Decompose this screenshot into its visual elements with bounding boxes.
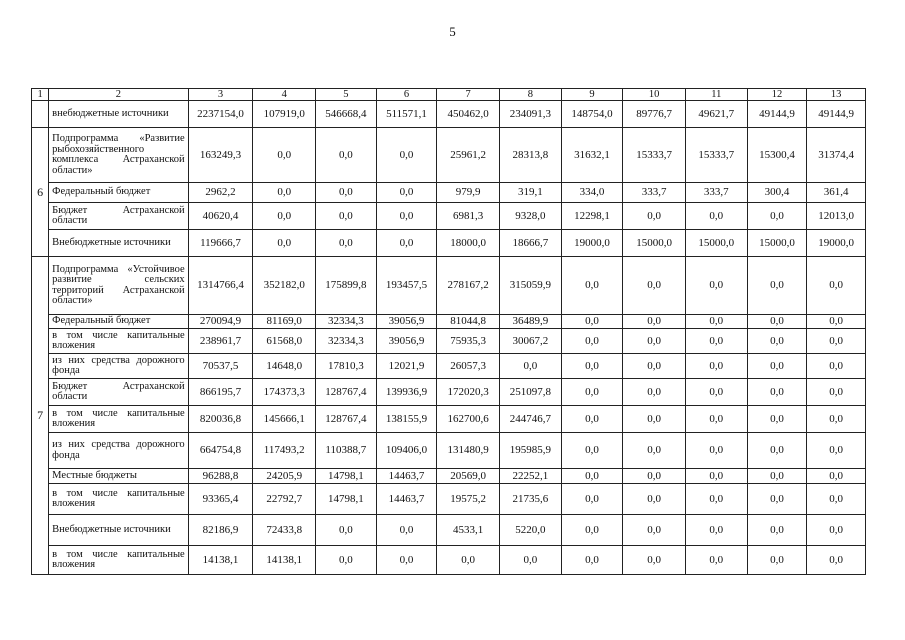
column-header: 5: [316, 89, 377, 101]
value-cell: 14648,0: [253, 354, 316, 379]
value-cell: 0,0: [623, 469, 686, 484]
value-cell: 0,0: [807, 546, 866, 575]
value-cell: 0,0: [747, 315, 807, 329]
value-cell: 61568,0: [253, 329, 316, 354]
value-cell: 15000,0: [747, 230, 807, 257]
row-label: Внебюджетные источники: [49, 515, 189, 546]
value-cell: 12021,9: [376, 354, 437, 379]
value-cell: 315059,9: [499, 257, 561, 315]
column-header: 11: [685, 89, 747, 101]
value-cell: 14463,7: [376, 469, 437, 484]
value-cell: 0,0: [376, 183, 437, 203]
value-cell: 278167,2: [437, 257, 500, 315]
value-cell: 0,0: [685, 379, 747, 406]
value-cell: 107919,0: [253, 101, 316, 128]
value-cell: 14138,1: [253, 546, 316, 575]
column-header: 8: [499, 89, 561, 101]
value-cell: 81169,0: [253, 315, 316, 329]
column-header: 4: [253, 89, 316, 101]
value-cell: 0,0: [807, 469, 866, 484]
value-cell: 0,0: [253, 230, 316, 257]
value-cell: 0,0: [561, 469, 623, 484]
value-cell: 244746,7: [499, 406, 561, 433]
value-cell: 234091,3: [499, 101, 561, 128]
value-cell: 0,0: [376, 230, 437, 257]
table-row: [32, 128, 866, 183]
value-cell: 40620,4: [188, 203, 253, 230]
row-group-number: 7: [32, 257, 49, 575]
value-cell: 21735,6: [499, 484, 561, 515]
row-group-number: [32, 101, 49, 128]
value-cell: 72433,8: [253, 515, 316, 546]
row-label: Бюджет Астраханской области: [49, 379, 189, 406]
row-label: Федеральный бюджет: [49, 183, 189, 203]
value-cell: 0,0: [561, 433, 623, 469]
value-cell: 174373,3: [253, 379, 316, 406]
value-cell: 15000,0: [623, 230, 686, 257]
value-cell: 31374,4: [807, 128, 866, 183]
value-cell: 0,0: [623, 515, 686, 546]
value-cell: 9328,0: [499, 203, 561, 230]
value-cell: 361,4: [807, 183, 866, 203]
value-cell: 22252,1: [499, 469, 561, 484]
value-cell: 0,0: [316, 230, 377, 257]
row-label: из них средства дорожного фонда: [49, 354, 189, 379]
value-cell: 0,0: [561, 484, 623, 515]
value-cell: 0,0: [561, 406, 623, 433]
column-header: 1: [32, 89, 49, 101]
value-cell: 0,0: [747, 406, 807, 433]
value-cell: 15000,0: [685, 230, 747, 257]
value-cell: 172020,3: [437, 379, 500, 406]
value-cell: 18000,0: [437, 230, 500, 257]
value-cell: 175899,8: [316, 257, 377, 315]
value-cell: 0,0: [316, 128, 377, 183]
value-cell: 270094,9: [188, 315, 253, 329]
value-cell: 0,0: [499, 354, 561, 379]
row-label: Подпрограмма «Устойчивое развитие сельских территорий Астраханской области»: [49, 257, 189, 315]
budget-table: [31, 88, 866, 575]
row-label: Внебюджетные источники: [49, 230, 189, 257]
value-cell: 4533,1: [437, 515, 500, 546]
column-header: 10: [623, 89, 686, 101]
value-cell: 511571,1: [376, 101, 437, 128]
table-row: [32, 515, 866, 546]
value-cell: 0,0: [685, 469, 747, 484]
value-cell: 0,0: [807, 257, 866, 315]
value-cell: 0,0: [807, 433, 866, 469]
value-cell: 0,0: [747, 379, 807, 406]
value-cell: 30067,2: [499, 329, 561, 354]
value-cell: 0,0: [623, 406, 686, 433]
value-cell: 28313,8: [499, 128, 561, 183]
value-cell: 0,0: [685, 515, 747, 546]
value-cell: 89776,7: [623, 101, 686, 128]
value-cell: 0,0: [623, 546, 686, 575]
row-label: Местные бюджеты: [49, 469, 189, 484]
value-cell: 15333,7: [685, 128, 747, 183]
value-cell: 0,0: [807, 329, 866, 354]
table-row: [32, 230, 866, 257]
value-cell: 0,0: [623, 379, 686, 406]
value-cell: 0,0: [807, 406, 866, 433]
value-cell: 0,0: [685, 484, 747, 515]
table-row: [32, 406, 866, 433]
value-cell: 49144,9: [807, 101, 866, 128]
column-header: 9: [561, 89, 623, 101]
value-cell: 0,0: [561, 354, 623, 379]
value-cell: 75935,3: [437, 329, 500, 354]
value-cell: 39056,9: [376, 315, 437, 329]
value-cell: 546668,4: [316, 101, 377, 128]
value-cell: 0,0: [623, 257, 686, 315]
table-row: [32, 183, 866, 203]
column-header: 2: [49, 89, 189, 101]
column-header: 7: [437, 89, 500, 101]
value-cell: 193457,5: [376, 257, 437, 315]
row-label: в том числе капитальные вложения: [49, 546, 189, 575]
value-cell: 128767,4: [316, 379, 377, 406]
value-cell: 2962,2: [188, 183, 253, 203]
value-cell: 31632,1: [561, 128, 623, 183]
value-cell: 0,0: [253, 128, 316, 183]
table-row: [32, 469, 866, 484]
value-cell: 0,0: [561, 515, 623, 546]
value-cell: 139936,9: [376, 379, 437, 406]
value-cell: 820036,8: [188, 406, 253, 433]
value-cell: 0,0: [316, 546, 377, 575]
value-cell: 0,0: [623, 354, 686, 379]
value-cell: 145666,1: [253, 406, 316, 433]
table-row: [32, 203, 866, 230]
row-label: внебюджетные источники: [49, 101, 189, 128]
value-cell: 0,0: [685, 203, 747, 230]
row-label: из них средства дорожного фонда: [49, 433, 189, 469]
column-header: 12: [747, 89, 807, 101]
value-cell: 195985,9: [499, 433, 561, 469]
row-label: Федеральный бюджет: [49, 315, 189, 329]
value-cell: 14138,1: [188, 546, 253, 575]
table-row: [32, 101, 866, 128]
value-cell: 1314766,4: [188, 257, 253, 315]
table-row: [32, 354, 866, 379]
value-cell: 110388,7: [316, 433, 377, 469]
column-header: 3: [188, 89, 253, 101]
value-cell: 17810,3: [316, 354, 377, 379]
value-cell: 109406,0: [376, 433, 437, 469]
table-row: [32, 257, 866, 315]
value-cell: 0,0: [376, 128, 437, 183]
value-cell: 450462,0: [437, 101, 500, 128]
value-cell: 0,0: [253, 203, 316, 230]
value-cell: 14798,1: [316, 484, 377, 515]
value-cell: 334,0: [561, 183, 623, 203]
value-cell: 15300,4: [747, 128, 807, 183]
value-cell: 131480,9: [437, 433, 500, 469]
value-cell: 96288,8: [188, 469, 253, 484]
value-cell: 25961,2: [437, 128, 500, 183]
value-cell: 0,0: [376, 203, 437, 230]
value-cell: 0,0: [747, 257, 807, 315]
value-cell: 0,0: [561, 257, 623, 315]
value-cell: 15333,7: [623, 128, 686, 183]
value-cell: 0,0: [316, 515, 377, 546]
value-cell: 0,0: [561, 379, 623, 406]
value-cell: 0,0: [747, 546, 807, 575]
value-cell: 0,0: [623, 484, 686, 515]
value-cell: 12298,1: [561, 203, 623, 230]
row-label: в том числе капитальные вложения: [49, 329, 189, 354]
value-cell: 0,0: [747, 203, 807, 230]
value-cell: 0,0: [376, 515, 437, 546]
value-cell: 333,7: [623, 183, 686, 203]
value-cell: 19575,2: [437, 484, 500, 515]
value-cell: 32334,3: [316, 315, 377, 329]
value-cell: 163249,3: [188, 128, 253, 183]
value-cell: 0,0: [685, 546, 747, 575]
value-cell: 866195,7: [188, 379, 253, 406]
value-cell: 19000,0: [561, 230, 623, 257]
table-row: [32, 315, 866, 329]
value-cell: 138155,9: [376, 406, 437, 433]
value-cell: 26057,3: [437, 354, 500, 379]
value-cell: 0,0: [685, 354, 747, 379]
row-group-number: 6: [32, 128, 49, 257]
column-header: 6: [376, 89, 437, 101]
value-cell: 0,0: [685, 315, 747, 329]
value-cell: 0,0: [253, 183, 316, 203]
table-row: [32, 379, 866, 406]
value-cell: 0,0: [747, 433, 807, 469]
value-cell: 0,0: [807, 354, 866, 379]
value-cell: 0,0: [561, 315, 623, 329]
value-cell: 39056,9: [376, 329, 437, 354]
value-cell: 0,0: [623, 315, 686, 329]
value-cell: 24205,9: [253, 469, 316, 484]
table-row: [32, 329, 866, 354]
value-cell: 0,0: [747, 469, 807, 484]
value-cell: 117493,2: [253, 433, 316, 469]
value-cell: 49144,9: [747, 101, 807, 128]
value-cell: 14798,1: [316, 469, 377, 484]
column-header-row: [32, 89, 866, 101]
value-cell: 352182,0: [253, 257, 316, 315]
value-cell: 162700,6: [437, 406, 500, 433]
row-label: Подпрограмма «Развитие рыбохозяйственного комплекса Астраханской области»: [49, 128, 189, 183]
row-label: в том числе капитальные вложения: [49, 406, 189, 433]
value-cell: 0,0: [747, 354, 807, 379]
value-cell: 0,0: [316, 183, 377, 203]
value-cell: 82186,9: [188, 515, 253, 546]
value-cell: 0,0: [807, 379, 866, 406]
value-cell: 32334,3: [316, 329, 377, 354]
value-cell: 18666,7: [499, 230, 561, 257]
table-row: [32, 433, 866, 469]
value-cell: 93365,4: [188, 484, 253, 515]
value-cell: 238961,7: [188, 329, 253, 354]
value-cell: 251097,8: [499, 379, 561, 406]
value-cell: 5220,0: [499, 515, 561, 546]
value-cell: 0,0: [685, 257, 747, 315]
page-number: 5: [449, 24, 456, 39]
value-cell: 2237154,0: [188, 101, 253, 128]
value-cell: 0,0: [685, 433, 747, 469]
value-cell: 0,0: [747, 484, 807, 515]
value-cell: 81044,8: [437, 315, 500, 329]
value-cell: 0,0: [685, 329, 747, 354]
value-cell: 0,0: [685, 406, 747, 433]
value-cell: 20569,0: [437, 469, 500, 484]
value-cell: 70537,5: [188, 354, 253, 379]
value-cell: 0,0: [807, 315, 866, 329]
value-cell: 0,0: [316, 203, 377, 230]
value-cell: 0,0: [561, 329, 623, 354]
value-cell: 148754,0: [561, 101, 623, 128]
value-cell: 14463,7: [376, 484, 437, 515]
value-cell: 36489,9: [499, 315, 561, 329]
value-cell: 0,0: [499, 546, 561, 575]
table-row: [32, 546, 866, 575]
table-row: [32, 484, 866, 515]
value-cell: 0,0: [807, 515, 866, 546]
value-cell: 300,4: [747, 183, 807, 203]
column-header: 13: [807, 89, 866, 101]
value-cell: 979,9: [437, 183, 500, 203]
value-cell: 0,0: [623, 203, 686, 230]
value-cell: 333,7: [685, 183, 747, 203]
value-cell: 0,0: [623, 329, 686, 354]
value-cell: 0,0: [747, 329, 807, 354]
value-cell: 12013,0: [807, 203, 866, 230]
value-cell: 119666,7: [188, 230, 253, 257]
row-label: Бюджет Астраханской области: [49, 203, 189, 230]
value-cell: 128767,4: [316, 406, 377, 433]
value-cell: 6981,3: [437, 203, 500, 230]
value-cell: 0,0: [623, 433, 686, 469]
value-cell: 0,0: [807, 484, 866, 515]
value-cell: 22792,7: [253, 484, 316, 515]
value-cell: 19000,0: [807, 230, 866, 257]
value-cell: 0,0: [747, 515, 807, 546]
value-cell: 319,1: [499, 183, 561, 203]
value-cell: 49621,7: [685, 101, 747, 128]
value-cell: 0,0: [437, 546, 500, 575]
value-cell: 664754,8: [188, 433, 253, 469]
row-label: в том числе капитальные вложения: [49, 484, 189, 515]
value-cell: 0,0: [561, 546, 623, 575]
value-cell: 0,0: [376, 546, 437, 575]
